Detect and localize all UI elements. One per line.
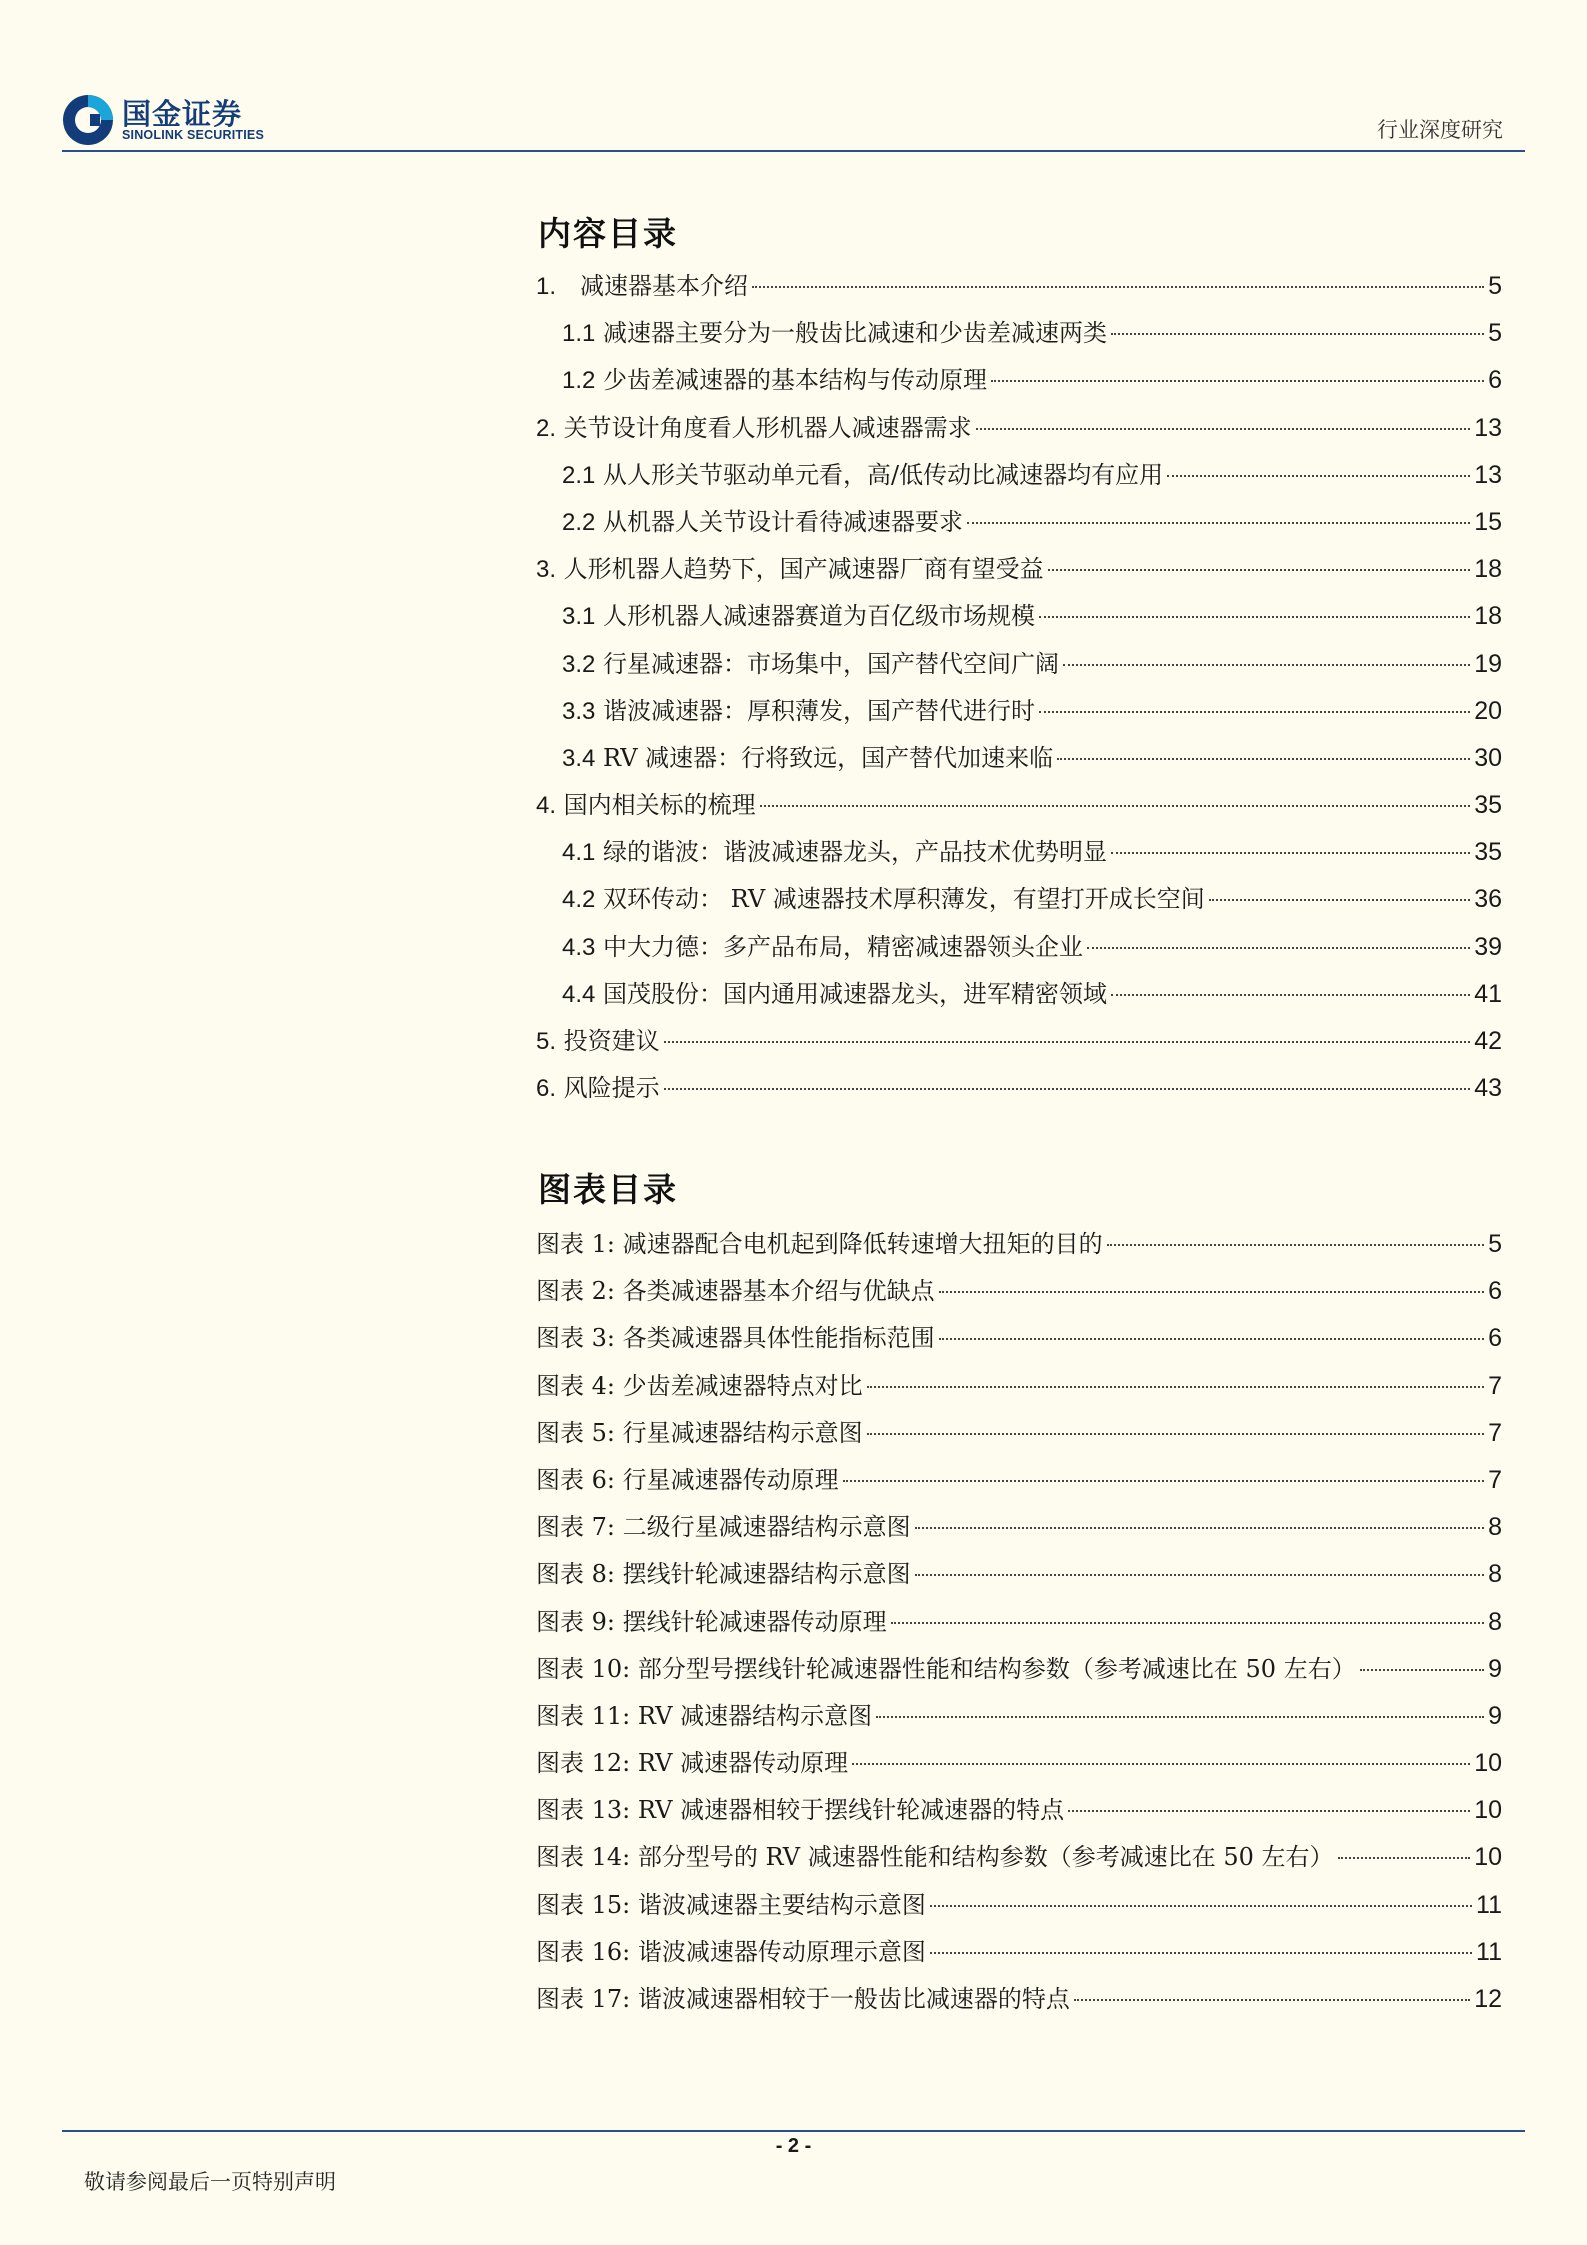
figure-entry-label (536, 1743, 848, 1778)
toc-entry-text: 人形机器人趋势下，国产减速器厂商有望受益 (556, 555, 1044, 584)
toc-entry-text: 减速器基本介绍 (556, 272, 749, 300)
dot-leader (930, 1952, 1472, 1954)
toc-entry[interactable] (536, 266, 1502, 313)
figure-entry-label (536, 1224, 1103, 1259)
figure-entry-number: 图表 6: (536, 1465, 615, 1494)
toc-entry-label (536, 1068, 660, 1103)
figure-entry[interactable] (536, 1460, 1502, 1507)
dot-leader (1338, 1857, 1471, 1859)
toc-entry-page: 42 (1474, 1027, 1502, 1055)
figure-entry[interactable] (536, 1554, 1502, 1601)
toc-entry-number: 3.4 (562, 744, 596, 772)
toc-entry-number: 1.2 (562, 367, 596, 395)
toc-entry[interactable] (536, 644, 1502, 691)
toc-entry[interactable] (536, 596, 1502, 643)
toc-entry-page: 18 (1474, 602, 1502, 631)
figure-entry-text: 部分型号的 RV 减速器性能和结构参数（参考减速比在 50 左右） (637, 1843, 1334, 1872)
toc-entry-page: 35 (1474, 838, 1502, 867)
figure-entry[interactable] (536, 1602, 1502, 1649)
dot-leader (1087, 947, 1470, 949)
toc-entry-text: 国茂股份：国内通用减速器龙头，进军精密领域 (595, 979, 1108, 1008)
toc-entry-label (562, 644, 1059, 679)
figure-entry-label (536, 1318, 935, 1353)
dot-leader (867, 1386, 1484, 1388)
dot-leader (967, 522, 1470, 524)
figure-entry[interactable] (536, 1224, 1502, 1271)
toc-entry[interactable] (536, 455, 1502, 502)
toc-entry-label (562, 596, 1035, 631)
figure-entry-text: 谐波减速器主要结构示意图 (637, 1890, 926, 1919)
toc-entry-page: 18 (1474, 555, 1502, 584)
figure-entry[interactable] (536, 1932, 1502, 1979)
figure-entry-text: 二级行星减速器结构示意图 (622, 1513, 911, 1542)
dot-leader (843, 1480, 1484, 1482)
figure-entry-label (536, 1413, 863, 1448)
toc-entry-page: 43 (1474, 1074, 1502, 1103)
toc-entry-label (562, 360, 987, 395)
disclaimer-note: 敬请参阅最后一页特别声明 (84, 2170, 336, 2194)
toc-entry-page: 36 (1474, 885, 1502, 914)
toc-entry-number: 3.2 (562, 650, 596, 678)
figure-entry-page: 7 (1488, 1418, 1502, 1447)
figure-entry-page: 7 (1488, 1371, 1502, 1400)
toc-entry-number: 6. (536, 1075, 557, 1103)
toc-entry[interactable] (536, 785, 1502, 832)
figure-entry[interactable] (536, 1696, 1502, 1743)
toc-entry-text: 风险提示 (556, 1074, 660, 1103)
figure-entry-number: 图表 2: (536, 1277, 615, 1306)
figure-entry-label (536, 1837, 1334, 1872)
figure-entry-page: 6 (1488, 1324, 1502, 1353)
dot-leader (760, 805, 1471, 807)
figure-entry-page: 8 (1488, 1560, 1502, 1589)
figure-entry-label (536, 1790, 1064, 1825)
toc-entry-page: 30 (1474, 743, 1502, 772)
toc-entry-number: 2.2 (562, 508, 596, 536)
figure-entry-page: 12 (1474, 1985, 1502, 2013)
figure-entry-text: 行星减速器结构示意图 (622, 1418, 863, 1447)
toc-entry-number: 3. (536, 556, 557, 584)
toc-list (536, 266, 1502, 1115)
figure-entry-label (536, 1649, 1356, 1684)
toc-entry-page: 15 (1474, 507, 1502, 536)
toc-entry-label (562, 879, 1205, 914)
toc-entry-number: 1.1 (562, 320, 596, 348)
toc-entry-label (536, 266, 748, 301)
figure-entry[interactable] (536, 1649, 1502, 1696)
figure-entry-label (536, 1932, 926, 1967)
dot-leader (1039, 711, 1470, 713)
toc-entry[interactable] (536, 879, 1502, 926)
toc-entry-number: 4.4 (562, 980, 596, 1008)
toc-entry-page: 13 (1474, 413, 1502, 442)
figure-entry-number: 图表 1: (536, 1230, 615, 1258)
figure-entry-page: 7 (1488, 1465, 1502, 1494)
toc-entry-number: 4.2 (562, 886, 596, 914)
figure-entry-text: RV 减速器传动原理 (637, 1749, 849, 1778)
figure-entry-label (536, 1885, 926, 1920)
figure-entry-number: 图表 8: (536, 1560, 615, 1589)
dot-leader (752, 286, 1484, 288)
toc-entry-text: 从机器人关节设计看待减速器要求 (595, 507, 964, 536)
toc-entry[interactable] (536, 691, 1502, 738)
dot-leader (1111, 994, 1470, 996)
figure-entry-page: 11 (1476, 1890, 1502, 1919)
figure-entry-number: 图表 5: (536, 1418, 615, 1447)
toc-entry[interactable] (536, 738, 1502, 785)
logo-text-cn: 国金证券 (122, 97, 243, 131)
figure-entry[interactable] (536, 1837, 1502, 1884)
toc-entry[interactable] (536, 360, 1502, 407)
toc-entry[interactable] (536, 974, 1502, 1021)
figure-entry-number: 图表 12: (536, 1749, 631, 1778)
figures-title: 图表目录 (538, 1170, 678, 1209)
toc-title: 内容目录 (538, 214, 678, 253)
toc-entry-page: 13 (1474, 460, 1502, 489)
sinolink-logo-icon (62, 94, 114, 146)
toc-entry-text: 谐波减速器：厚积薄发，国产替代进行时 (595, 696, 1036, 725)
toc-entry-page: 6 (1488, 366, 1502, 395)
dot-leader (1048, 569, 1471, 571)
figure-entry-number: 图表 15: (536, 1890, 631, 1919)
toc-entry-text: 从人形关节驱动单元看，高/低传动比减速器均有应用 (595, 460, 1164, 489)
figure-entry-page: 10 (1474, 1843, 1502, 1872)
figure-entry-text: 摆线针轮减速器传动原理 (622, 1607, 887, 1636)
figure-entry-page: 8 (1488, 1607, 1502, 1636)
toc-entry-page: 35 (1474, 791, 1502, 820)
header-divider (62, 150, 1525, 152)
figure-entry-text: 摆线针轮减速器结构示意图 (622, 1560, 911, 1589)
toc-entry-text: 关节设计角度看人形机器人减速器需求 (556, 413, 972, 442)
toc-entry-text: 减速器主要分为一般齿比减速和少齿差减速两类 (595, 319, 1108, 348)
figure-entry-text: RV 减速器相较于摆线针轮减速器的特点 (637, 1796, 1065, 1825)
toc-entry-label (536, 549, 1044, 584)
toc-entry-number: 4.3 (562, 933, 596, 961)
toc-entry-text: RV 减速器：行将致远，国产替代加速来临 (595, 743, 1054, 772)
toc-entry-number: 3.1 (562, 603, 596, 631)
brand-logo (62, 90, 292, 148)
figure-entry[interactable] (536, 1885, 1502, 1932)
figure-entry[interactable] (536, 1413, 1502, 1460)
toc-entry[interactable] (536, 1021, 1502, 1068)
figure-entry-page: 10 (1474, 1749, 1502, 1778)
toc-entry-label (562, 927, 1083, 962)
toc-entry-label (562, 455, 1163, 490)
figure-entry[interactable] (536, 1790, 1502, 1837)
figure-entry-number: 图表 7: (536, 1513, 615, 1542)
figure-entry[interactable] (536, 1366, 1502, 1413)
dot-leader (867, 1433, 1484, 1435)
toc-entry[interactable] (536, 408, 1502, 455)
toc-entry-number: 2.1 (562, 461, 596, 489)
figure-entry-text: 谐波减速器相较于一般齿比减速器的特点 (637, 1985, 1070, 2013)
figure-entry-text: 各类减速器基本介绍与优缺点 (622, 1277, 935, 1306)
figure-entry-text: 部分型号摆线针轮减速器性能和结构参数（参考减速比在 50 左右） (637, 1654, 1356, 1683)
dot-leader (976, 428, 1471, 430)
dot-leader (876, 1716, 1484, 1718)
figure-entry-label (536, 1554, 911, 1589)
toc-entry[interactable] (536, 832, 1502, 879)
toc-entry-text: 绿的谐波：谐波减速器龙头，产品技术优势明显 (595, 838, 1108, 867)
dot-leader (1057, 758, 1470, 760)
toc-entry[interactable] (536, 502, 1502, 549)
figure-entry-label (536, 1507, 911, 1542)
dot-leader (852, 1763, 1470, 1765)
toc-entry-page: 39 (1474, 932, 1502, 961)
dot-leader (664, 1088, 1471, 1090)
figure-entry-page: 8 (1488, 1513, 1502, 1542)
figure-entry-label (536, 1366, 863, 1401)
toc-entry[interactable] (536, 549, 1502, 596)
figure-entry-number: 图表 11: (536, 1701, 631, 1730)
figure-entry-text: RV 减速器结构示意图 (637, 1701, 873, 1730)
figure-entry-page: 5 (1488, 1230, 1502, 1258)
dot-leader (915, 1527, 1484, 1529)
figure-entry-number: 图表 14: (536, 1843, 631, 1872)
toc-entry[interactable] (536, 313, 1502, 360)
figure-entry-label (536, 1271, 935, 1306)
dot-leader (1167, 475, 1470, 477)
dot-leader (1039, 616, 1470, 618)
figure-entry-number: 图表 16: (536, 1937, 631, 1966)
figure-entry-text: 各类减速器具体性能指标范围 (622, 1324, 935, 1353)
figure-entry[interactable] (536, 1507, 1502, 1554)
toc-entry-label (562, 691, 1035, 726)
figures-list (536, 1224, 1502, 2026)
figure-entry-number: 图表 3: (536, 1324, 615, 1353)
figure-entry-text: 谐波减速器传动原理示意图 (637, 1937, 926, 1966)
dot-leader (1068, 1810, 1470, 1812)
figure-entry[interactable] (536, 1743, 1502, 1790)
footer-divider (62, 2130, 1525, 2132)
figure-entry-number: 图表 17: (536, 1985, 631, 2013)
dot-leader (915, 1574, 1484, 1576)
figure-entry-text: 行星减速器传动原理 (622, 1465, 839, 1494)
dot-leader (1360, 1669, 1484, 1671)
toc-entry-number: 1. (536, 273, 557, 300)
figure-entry-label (536, 1602, 887, 1637)
figure-entry-label (536, 1979, 1070, 2014)
dot-leader (664, 1041, 1471, 1043)
toc-entry-page: 5 (1488, 319, 1502, 348)
figure-entry-label (536, 1696, 872, 1731)
toc-entry-text: 投资建议 (556, 1027, 660, 1055)
toc-entry-text: 少齿差减速器的基本结构与传动原理 (595, 366, 988, 395)
toc-entry-label (536, 1021, 660, 1056)
toc-entry-text: 中大力德：多产品布局，精密减速器领头企业 (595, 932, 1084, 961)
toc-entry-label (562, 313, 1107, 348)
figure-entry-page: 11 (1476, 1937, 1502, 1966)
toc-entry[interactable] (536, 1068, 1502, 1115)
dot-leader (891, 1622, 1484, 1624)
dot-leader (930, 1905, 1472, 1907)
figure-entry-number: 图表 10: (536, 1654, 631, 1683)
toc-entry-page: 20 (1474, 696, 1502, 725)
figure-entry-label (536, 1460, 839, 1495)
toc-entry[interactable] (536, 927, 1502, 974)
dot-leader (1111, 333, 1484, 335)
toc-entry-text: 双环传动： RV 减速器技术厚积薄发，有望打开成长空间 (595, 885, 1205, 914)
figure-entry-text: 少齿差减速器特点对比 (622, 1371, 863, 1400)
toc-entry-number: 3.3 (562, 697, 596, 725)
dot-leader (1107, 1244, 1484, 1246)
dot-leader (1111, 852, 1470, 854)
toc-entry-text: 行星减速器：市场集中，国产替代空间广阔 (595, 649, 1060, 678)
dot-leader (1074, 1999, 1470, 2001)
report-type: 行业深度研究 (1377, 118, 1503, 142)
toc-entry-label (562, 738, 1053, 773)
toc-entry-page: 19 (1474, 649, 1502, 678)
figure-entry-page: 9 (1488, 1654, 1502, 1683)
figure-entry[interactable] (536, 1318, 1502, 1365)
figure-entry-number: 图表 4: (536, 1371, 615, 1400)
dot-leader (1063, 664, 1470, 666)
toc-entry-label (562, 832, 1107, 867)
toc-entry-text: 人形机器人减速器赛道为百亿级市场规模 (595, 602, 1036, 631)
toc-entry-label (536, 785, 756, 820)
page-number: - 2 - (775, 2135, 812, 2157)
toc-entry-label (562, 974, 1107, 1009)
figure-entry-text: 减速器配合电机起到降低转速增大扭矩的目的 (622, 1230, 1103, 1258)
toc-entry-page: 41 (1474, 979, 1502, 1008)
toc-entry-label (562, 502, 963, 537)
figure-entry-number: 图表 13: (536, 1796, 631, 1825)
figure-entry-page: 9 (1488, 1701, 1502, 1730)
dot-leader (939, 1338, 1484, 1340)
toc-entry-number: 4.1 (562, 839, 596, 867)
figure-entry-page: 6 (1488, 1277, 1502, 1306)
toc-entry-number: 4. (536, 792, 557, 820)
logo-text-en: SINOLINK SECURITIES (122, 128, 265, 142)
figure-entry-number: 图表 9: (536, 1607, 615, 1636)
toc-entry-number: 2. (536, 414, 557, 442)
toc-entry-label (536, 408, 972, 443)
figure-entry[interactable] (536, 1271, 1502, 1318)
dot-leader (991, 380, 1484, 382)
toc-entry-page: 5 (1488, 272, 1502, 300)
figure-entry[interactable] (536, 1979, 1502, 2026)
figure-entry-page: 10 (1474, 1796, 1502, 1825)
dot-leader (1209, 899, 1470, 901)
toc-entry-number: 5. (536, 1028, 557, 1055)
dot-leader (939, 1291, 1484, 1293)
toc-entry-text: 国内相关标的梳理 (556, 791, 756, 820)
